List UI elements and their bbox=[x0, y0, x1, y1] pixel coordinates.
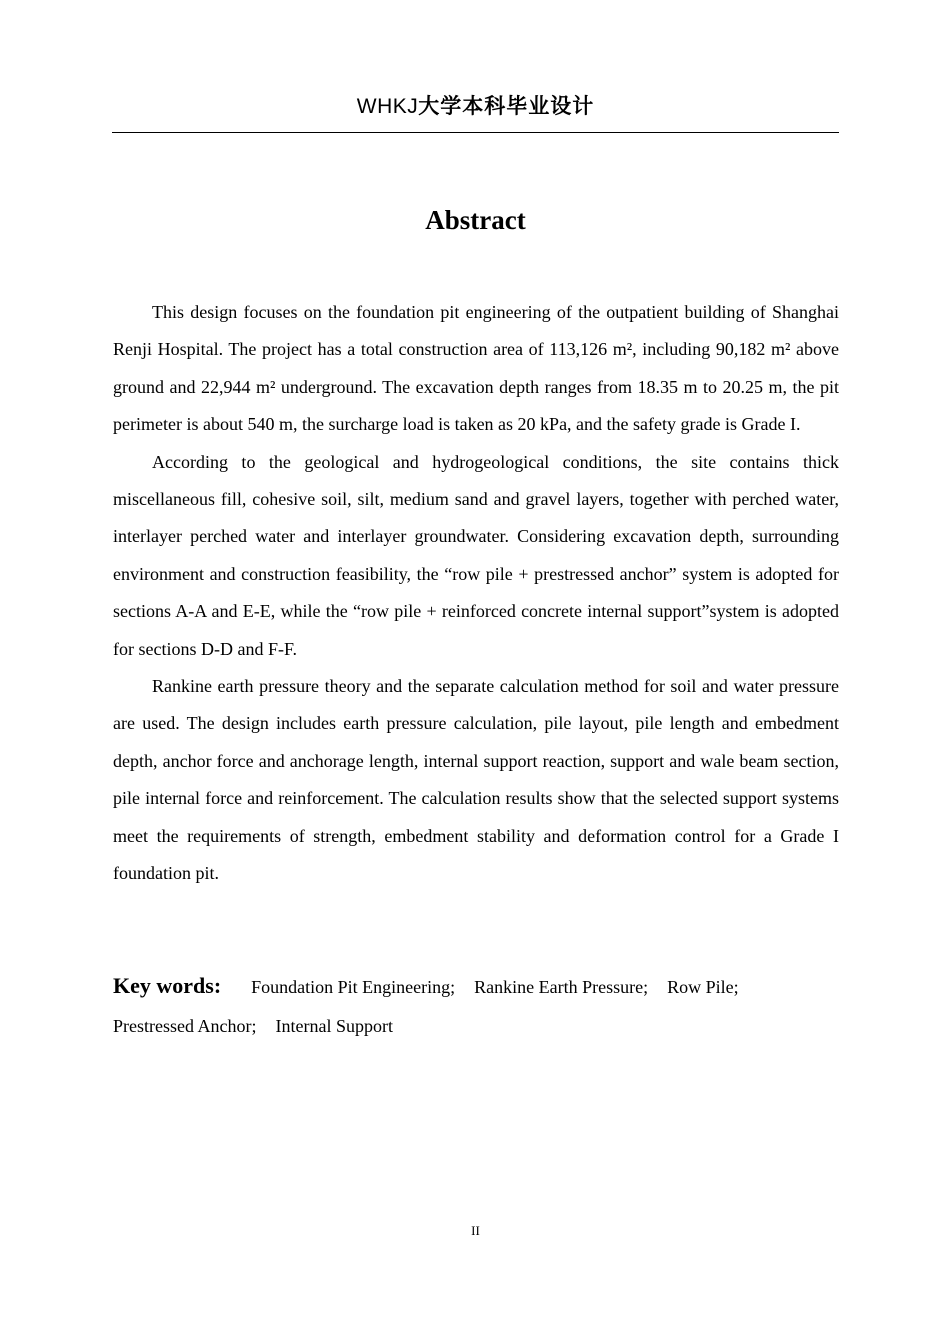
page-number: II bbox=[471, 1223, 480, 1238]
keyword-item: Row Pile; bbox=[667, 977, 739, 997]
keyword-item: Prestressed Anchor; bbox=[113, 1016, 257, 1036]
keywords-label: Key words: bbox=[113, 973, 222, 998]
keyword-item: Internal Support bbox=[275, 1016, 393, 1036]
abstract-paragraph: This design focuses on the foundation pit engineering of the outpatient building of Shanghai Renji Hospital. The project has a total construction area of 113,126 m², including 90,182 m² above ground and 22,944 m² underground. The excavation depth ranges from 18.35 m to 20.25 m, the pit perimeter is about 540 m, the surcharge load is taken as 20 kPa, and the safety grade is Grade I. bbox=[113, 302, 839, 435]
keyword-item: Rankine Earth Pressure; bbox=[474, 977, 649, 997]
keyword-item: Foundation Pit Engineering; bbox=[251, 977, 456, 997]
abstract-paragraph: Rankine earth pressure theory and the separate calculation method for soil and water pressure are used. The design includes earth pressure calculation, pile layout, pile length and embedment depth, anchor force and anchorage length, internal support reaction, support and wale beam section, pile internal force and reinforcement. The calculation results show that the selected support systems meet the requirements of strength, embedment stability and deformation control for a Grade I foundation pit. bbox=[113, 676, 839, 884]
header-institution-code: WHKJ bbox=[356, 95, 419, 118]
header-document-type: 大学本科毕业设计 bbox=[418, 94, 595, 118]
header-divider bbox=[112, 132, 839, 133]
keywords-section bbox=[113, 966, 839, 1046]
abstract-body bbox=[113, 294, 839, 893]
page-header bbox=[112, 92, 839, 121]
page-title: Abstract bbox=[425, 205, 526, 235]
abstract-paragraph: According to the geological and hydrogeological conditions, the site contains thick miscellaneous fill, cohesive soil, silt, medium sand and gravel layers, together with perched water, interlayer perched water and interlayer groundwater. Considering excavation depth, surrounding environment and construction feasibility, the “row pile + prestressed anchor” system is adopted for sections A-A and E-E, while the “row pile + reinforced concrete internal support”system is adopted for sections D-D and F-F. bbox=[113, 451, 839, 659]
